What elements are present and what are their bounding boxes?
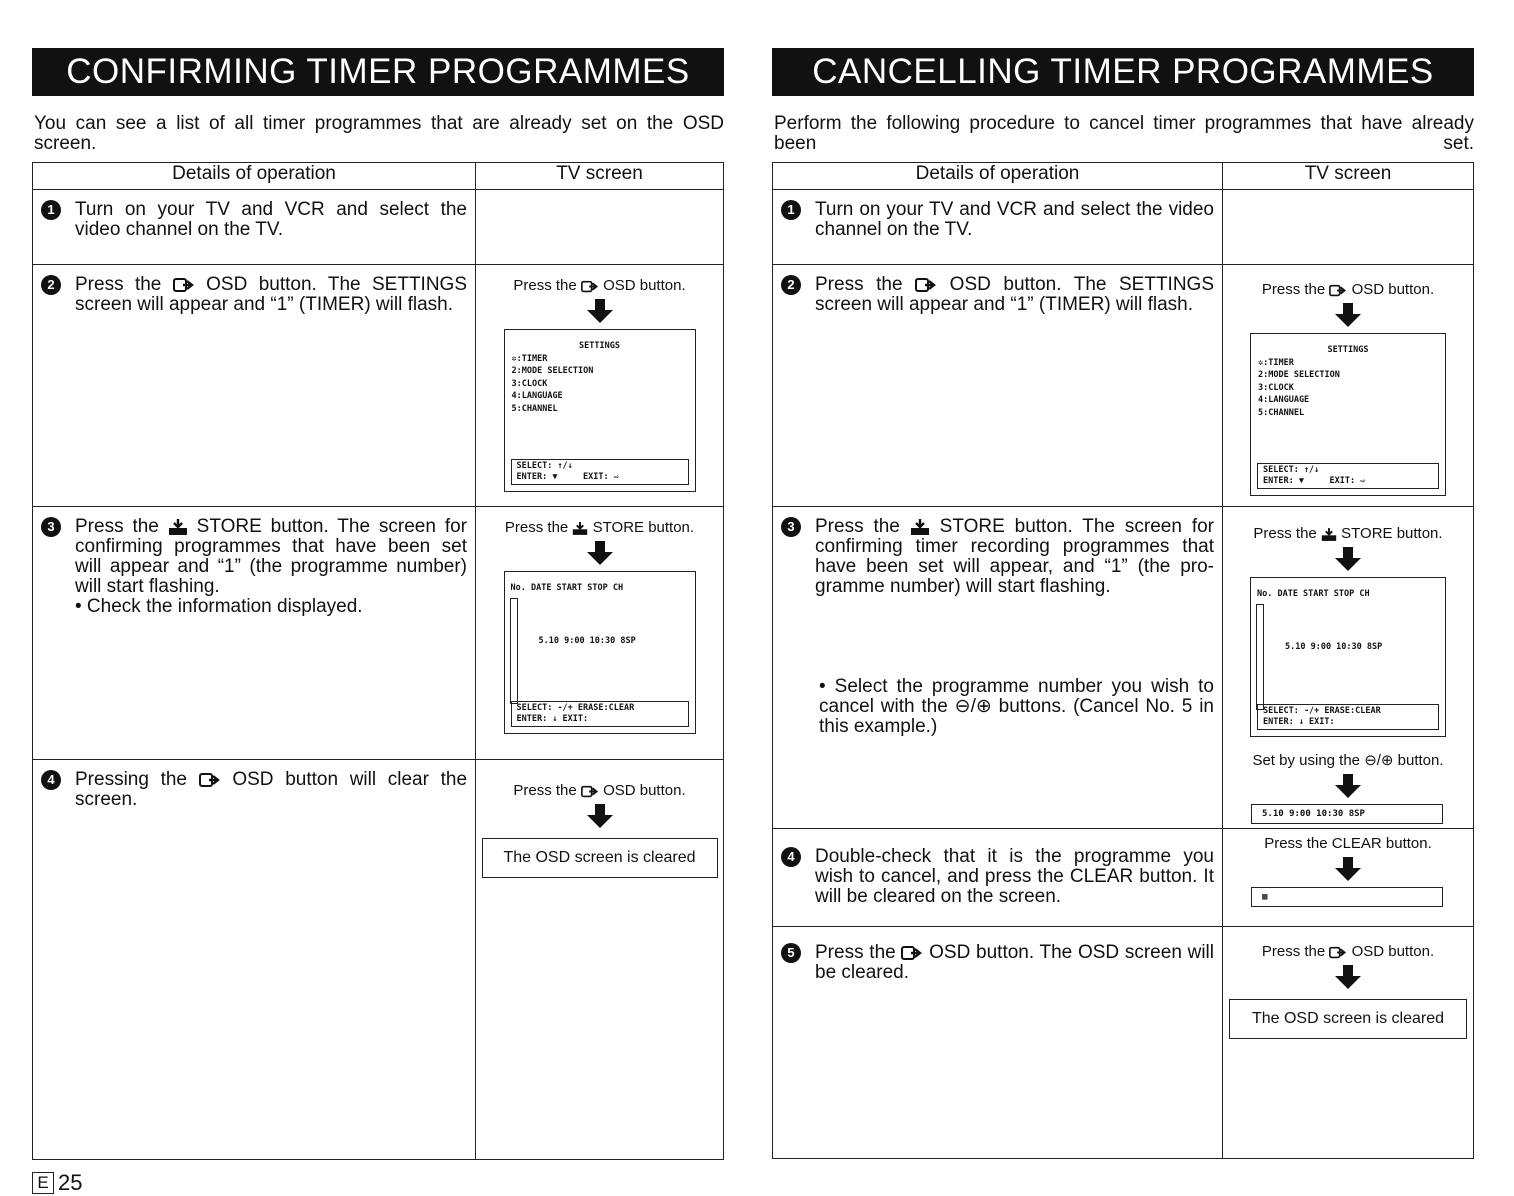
step-4 [773,829,1222,907]
tv-screen-3 [476,507,723,734]
tv-screen-4 [476,760,723,878]
step-text: Pressing the [75,769,188,790]
step-3 [773,507,1222,737]
operations-table [32,162,724,1160]
step-2 [33,265,475,315]
step-bullet: • Check the information displayed. [75,596,363,617]
tv-screen-2 [1223,265,1473,496]
col-header-tv: TV screen [1223,163,1474,190]
step-text: Press the [815,942,896,963]
step-text: OSD button will clear the screen. [75,769,468,810]
down-arrow-icon [587,815,613,828]
osd-button-icon [915,277,937,293]
section-title: CANCELLING TIMER PROGRAMMES [772,48,1474,96]
step-text: Turn on your TV and VCR and select the video channel on the TV. [75,199,467,240]
tv-screen-2 [476,265,723,492]
osd-footer: SELECT: ↑/↓ ENTER: ▼ EXIT: ⇨ [511,459,689,485]
osd-button-icon [173,277,195,293]
osd-list-row: 5.10 9:00 10:30 8SP [1285,641,1383,652]
osd-scroll-column [1256,604,1264,710]
tv-caption: Press the OSD button. [1261,943,1435,960]
osd-button-icon [581,280,599,293]
down-arrow-icon [1335,785,1361,798]
intro-text: You can see a list of all timer programmes that are already set on the OSD screen. [34,113,724,154]
step-number: 2 [41,275,61,295]
osd-settings-screen [1250,333,1446,496]
flashing-icon: ✲: [1258,357,1269,368]
tv-caption: Press the OSD button. [513,277,686,294]
tv-caption: Press the STORE button. [504,519,695,536]
tv-screen-3 [1223,507,1473,824]
osd-button-icon [1329,284,1347,297]
tv-caption: Press the CLEAR button. [1264,835,1432,852]
page-number [32,1170,82,1196]
step-1 [33,190,475,240]
store-button-icon [572,522,588,535]
step-5 [773,927,1222,983]
col-header-details: Details of operation [33,163,476,190]
step-1 [773,190,1222,240]
osd-menu: ✲:TIMER 2:MODE SELECTION 3:CLOCK 4:LANGUAGE 5:CHANNEL [1258,357,1340,418]
osd-button-icon [581,785,599,798]
osd-cleared-box: The OSD screen is cleared [482,838,718,878]
step-text: Press the [75,274,162,295]
col-header-tv: TV screen [476,163,724,190]
osd-button-icon [901,945,923,961]
step-text: OSD button. The SETTINGS screen will appear and “1” (TIMER) will flash. [815,274,1215,315]
step-text: OSD button. The SETTINGS screen will appear and “1” (TIMER) will flash. [75,274,467,315]
osd-footer: SELECT: -/+ ERASE:CLEAR ENTER: ↓ EXIT: [511,701,689,727]
store-button-icon [910,519,930,535]
step-number: 5 [781,943,801,963]
tv-caption: Press the STORE button. [1253,525,1443,542]
step-number: 2 [781,275,801,295]
osd-cleared-box: The OSD screen is cleared [1229,999,1467,1039]
step-4 [33,760,475,810]
step-text: OSD button. The OSD screen will be cleared. [815,942,1214,983]
section-title: CONFIRMING TIMER PROGRAMMES [32,48,724,96]
step-number: 3 [41,517,61,537]
down-arrow-icon [1335,314,1361,327]
step-text: Press the [815,516,900,537]
tv-screen-4 [1223,829,1473,907]
step-3 [33,507,475,617]
osd-list-screen [1250,577,1446,737]
step-number: 4 [781,847,801,867]
osd-list-screen [504,571,696,734]
step-number: 4 [41,770,61,790]
down-arrow-icon [587,310,613,323]
step-number: 1 [41,200,61,220]
store-button-icon [168,519,188,535]
osd-list-row: 5.10 9:00 10:30 8SP [538,635,636,646]
step-text: Turn on your TV and VCR and select the video channel on the TV. [815,199,1214,240]
intro-text: Perform the following procedure to cancel timer programmes that have already been set. [774,113,1474,154]
flashing-icon: ▦ [1262,892,1268,902]
flashing-icon: ✲: [511,353,522,364]
osd-footer: SELECT: ↑/↓ ENTER: ▼ EXIT: ⇨ [1257,463,1439,489]
tv-screen-5 [1223,927,1473,1039]
down-arrow-icon [587,552,613,565]
step-text: STORE button. The screen for confirming timer recording programmes that have been set will appear, and “1” (the pro-gramme number) will start flashing. [815,516,1215,597]
osd-selected-row: 5.10 9:00 10:30 8SP [1251,804,1443,824]
osd-button-icon [1329,946,1347,959]
osd-settings-screen [504,329,696,492]
osd-title: SETTINGS [1327,345,1369,355]
step-text: Double-check that it is the programme you wish to cancel, and press the CLEAR button. It will be cleared on the screen. [815,846,1214,907]
step-number: 1 [781,200,801,220]
step-number: 3 [781,517,801,537]
tv-caption: Press the OSD button. [513,782,686,799]
step-text: Press the [815,274,903,295]
osd-footer: SELECT: -/+ ERASE:CLEAR ENTER: ↓ EXIT: [1257,704,1439,730]
page-number-text: 25 [58,1170,83,1195]
store-button-icon [1321,528,1337,541]
osd-list-header: No. DATE START STOP CH [510,583,624,593]
step-2 [773,265,1222,315]
operations-table [772,162,1474,1159]
step-bullet: • Select the programme number you wish to cancel with the ⊖/⊕ buttons. (Cancel No. 5 in this example.) [819,676,1214,737]
down-arrow-icon [1335,558,1361,571]
language-badge: E [32,1172,54,1194]
osd-list-header: No. DATE START STOP CH [1257,589,1370,599]
osd-cleared-row [1251,887,1443,907]
down-arrow-icon [1335,868,1361,881]
step-text: Press the [75,516,159,537]
tv-caption-2: Set by using the ⊖/⊕ button. [1252,752,1444,769]
osd-button-icon [199,772,221,788]
osd-title: SETTINGS [579,341,620,351]
down-arrow-icon [1335,976,1361,989]
col-header-details: Details of operation [773,163,1223,190]
osd-menu: ✲:TIMER 2:MODE SELECTION 3:CLOCK 4:LANGUAGE 5:CHANNEL [511,353,594,414]
tv-caption: Press the OSD button. [1261,281,1435,298]
osd-scroll-column [510,598,518,704]
step-text: STORE button. The screen for confirming programmes that have been set will appear and “1” (the programme number) will start flashing. [75,516,468,597]
